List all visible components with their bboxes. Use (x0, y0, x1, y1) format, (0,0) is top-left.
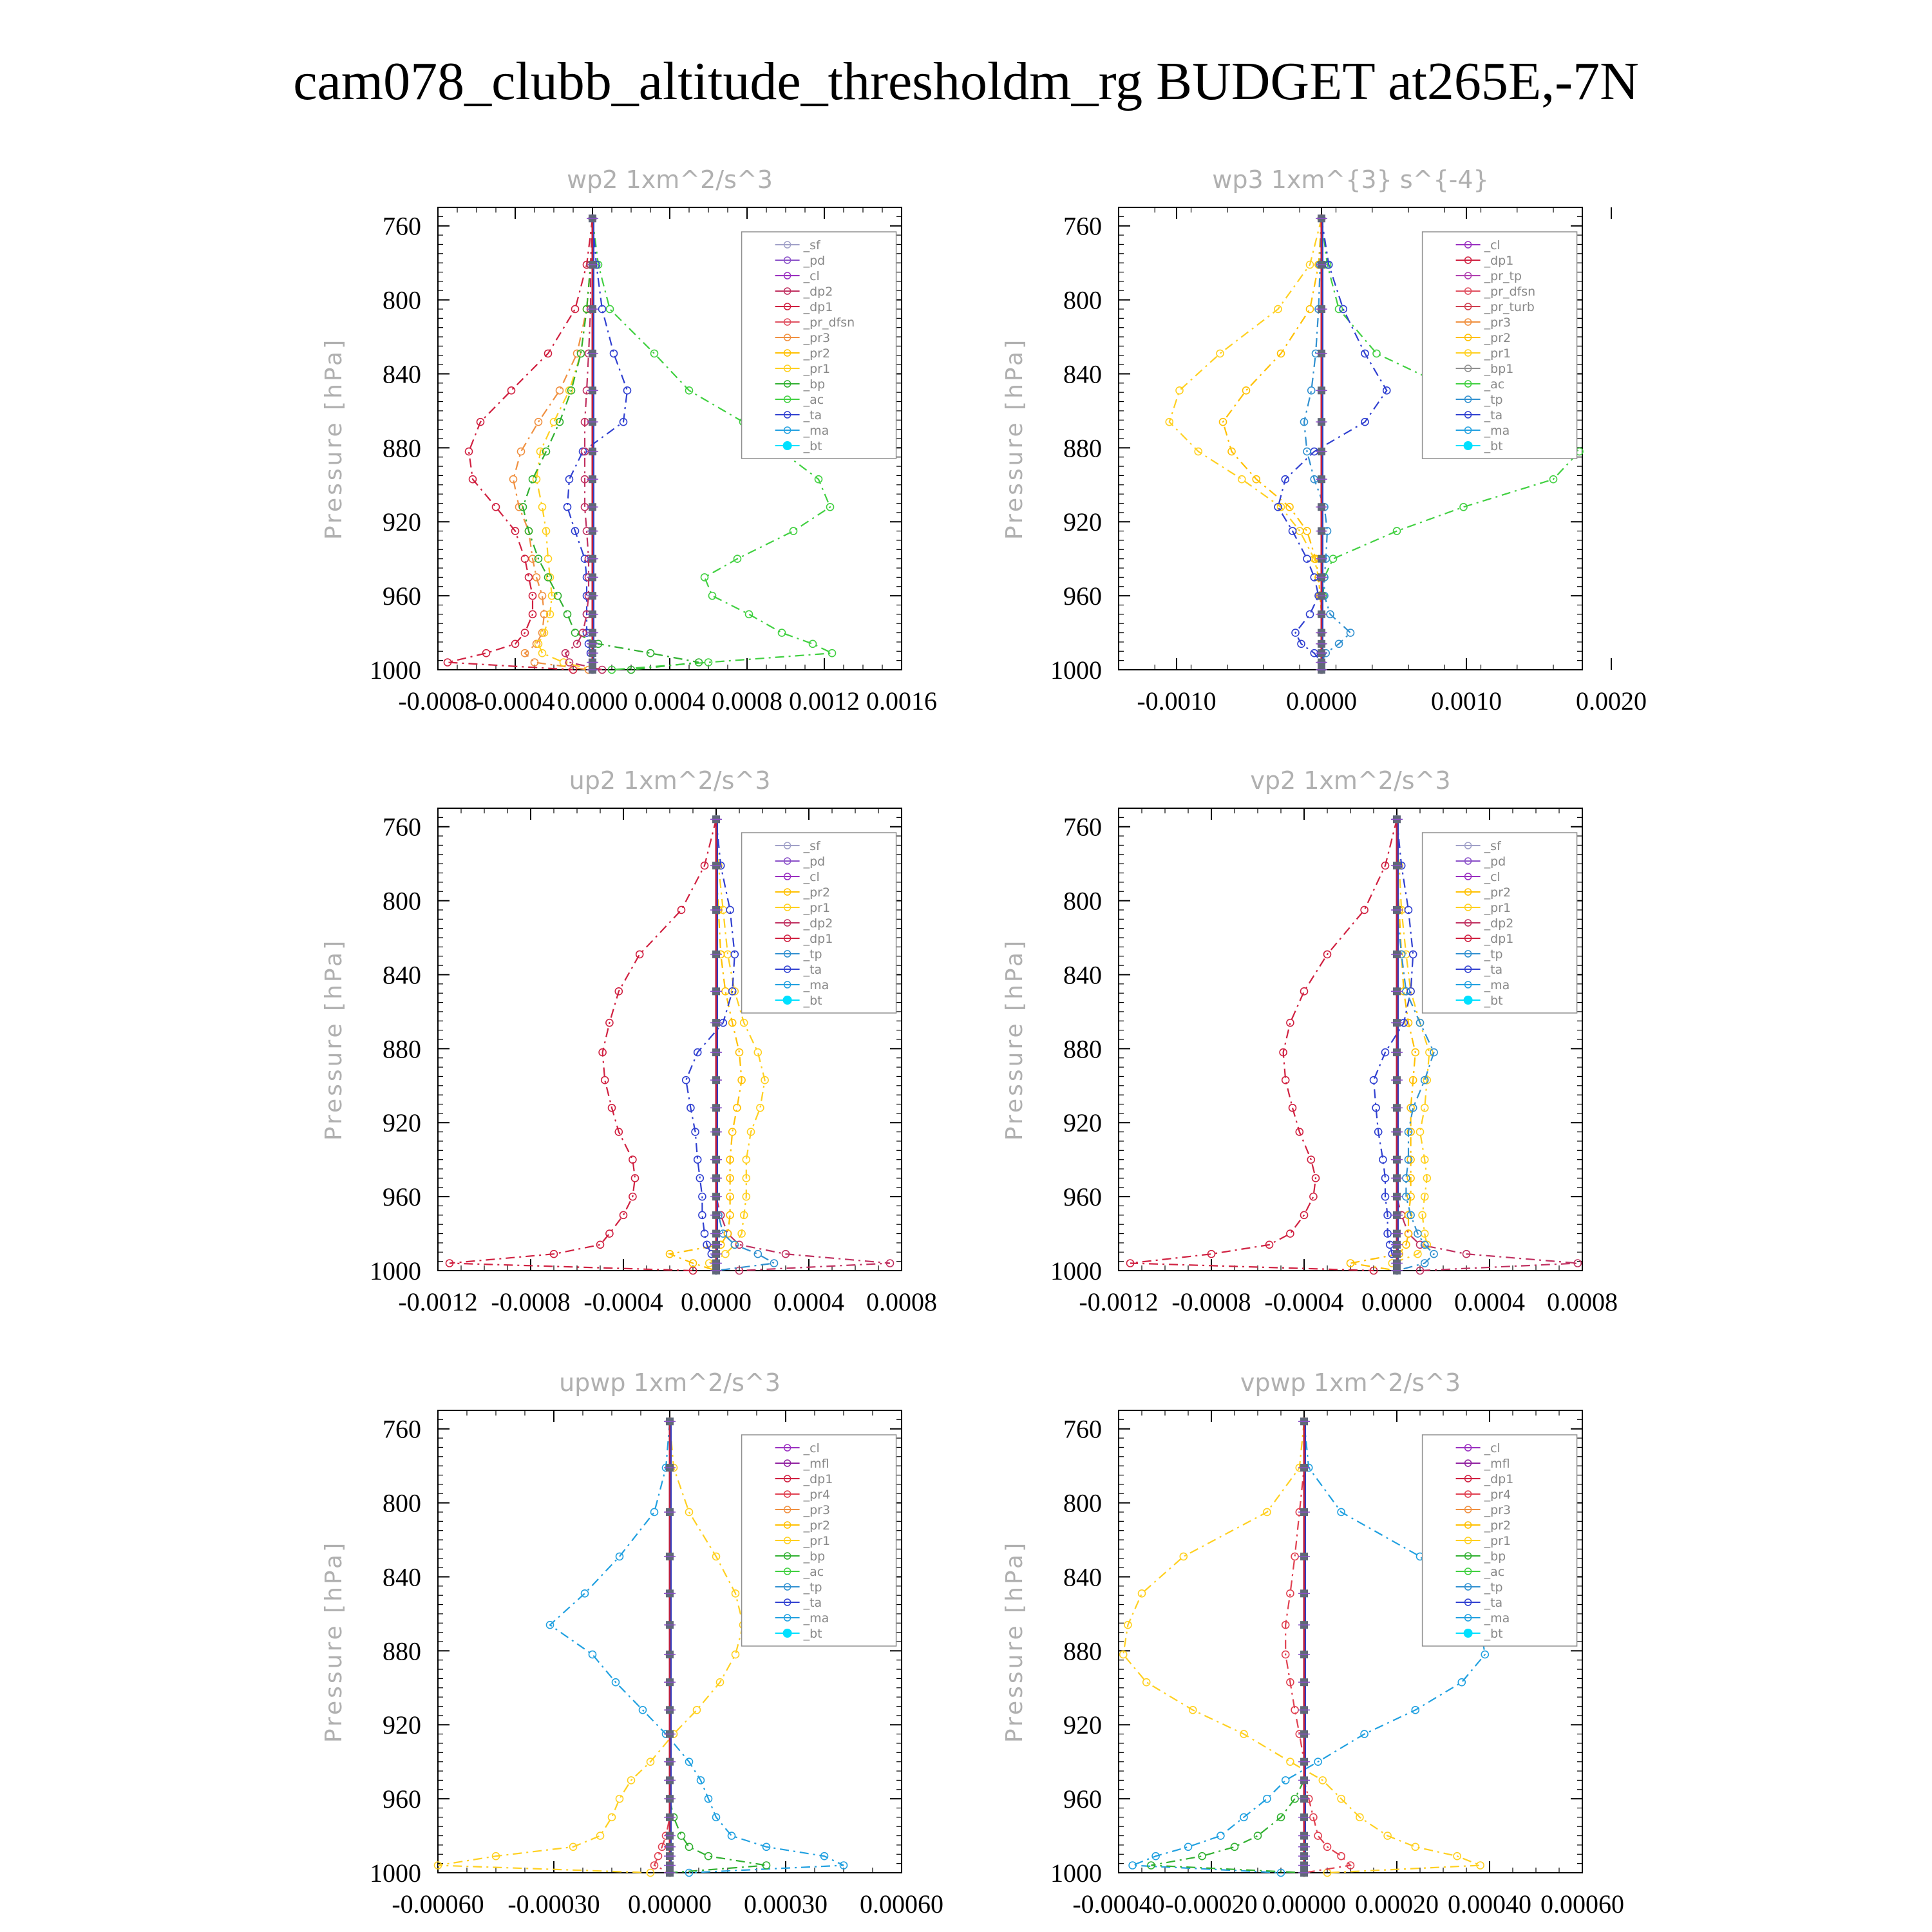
series-line (438, 1421, 743, 1873)
y-tick-label: 800 (1063, 1488, 1102, 1518)
legend-label: _ta (803, 1596, 822, 1610)
legend-label: _mfl (803, 1457, 829, 1471)
series-point (1303, 527, 1311, 535)
series-line (654, 1421, 670, 1873)
series-point (728, 1832, 735, 1839)
legend-label: _pr2 (1484, 886, 1511, 900)
legend-label: _pr1 (1484, 346, 1511, 361)
y-tick-label: 760 (1063, 211, 1102, 241)
y-axis-label: Pressure [hPa] (321, 938, 347, 1141)
series-point (1303, 555, 1311, 562)
legend-label: _dp1 (1484, 254, 1514, 268)
x-tick-label: 0.0008 (712, 687, 782, 715)
series-point (1287, 1230, 1294, 1237)
series-point (572, 305, 579, 312)
series-point (493, 504, 500, 511)
y-tick-label: 840 (1063, 960, 1102, 990)
y-axis-label: Pressure [hPa] (1001, 337, 1028, 540)
y-tick-label: 920 (1063, 507, 1102, 537)
x-tick-label: 0.00020 (1355, 1889, 1439, 1918)
series-point (1412, 1843, 1419, 1850)
legend-label: _cl (803, 1441, 820, 1455)
series-line (670, 819, 742, 1271)
series-point (1458, 1679, 1465, 1686)
series-point (651, 1508, 658, 1515)
legend-marker (1464, 996, 1473, 1005)
legend-label: _cl (1484, 870, 1501, 884)
y-tick-label: 800 (383, 1488, 421, 1518)
legend-label: _mfl (1484, 1457, 1510, 1471)
series-point (683, 1077, 690, 1084)
y-tick-label: 920 (383, 1108, 421, 1138)
x-tick-label: 0.0004 (773, 1287, 844, 1316)
x-tick-label: 0.0000 (1361, 1287, 1432, 1316)
x-tick-label: 0.0016 (866, 687, 937, 715)
series-point (1347, 629, 1354, 636)
y-tick-label: 880 (383, 1034, 421, 1064)
series-line (523, 218, 699, 670)
x-tick-label: -0.00040 (1072, 1889, 1165, 1918)
legend-marker (783, 996, 792, 1005)
legend-label: _tp (1484, 1580, 1503, 1595)
x-tick-label: 0.0008 (1547, 1287, 1618, 1316)
legend-label: _pr1 (803, 362, 831, 376)
y-tick-label: 960 (1063, 1785, 1102, 1814)
figure-title: cam078_clubb_altitude_thresholdm_rg BUDGET at265E,-7N (293, 52, 1639, 111)
y-tick-label: 1000 (1050, 1859, 1102, 1888)
series-point (597, 1241, 604, 1248)
series-point (609, 1814, 616, 1821)
series-point (1370, 1077, 1378, 1084)
series-point (651, 350, 658, 357)
legend-label: _pr3 (803, 331, 831, 345)
series-point (556, 387, 564, 394)
series-point (1296, 527, 1303, 535)
x-tick-label: 0.0000 (1286, 687, 1357, 715)
y-tick-label: 760 (383, 211, 421, 241)
series-line (1285, 1421, 1350, 1873)
y-tick-label: 880 (1063, 1636, 1102, 1666)
legend-label: _pd (803, 254, 826, 268)
series-point (1330, 555, 1337, 562)
legend-label: _ac (1484, 1565, 1505, 1579)
legend-label: _pr3 (1484, 1503, 1511, 1517)
legend-label: _ma (803, 424, 829, 438)
legend-label: _bp1 (1484, 362, 1514, 376)
series-point (607, 305, 614, 312)
y-tick-label: 880 (1063, 433, 1102, 463)
series-point (709, 592, 716, 600)
x-tick-label: 0.0012 (789, 687, 860, 715)
x-tick-label: 0.00000 (1262, 1889, 1346, 1918)
legend-label: _pr_tp (1484, 269, 1522, 283)
series-point (1143, 1679, 1150, 1686)
legend-label: _bt (1484, 994, 1503, 1008)
legend-label: _dp2 (803, 916, 833, 931)
x-tick-label: 0.00040 (1448, 1889, 1531, 1918)
x-tick-label: -0.00030 (507, 1889, 600, 1918)
series-point (1307, 611, 1314, 618)
legend-label: _tp (803, 1580, 822, 1595)
legend-marker (1464, 441, 1473, 450)
legend-label: _ta (1484, 408, 1503, 422)
y-tick-label: 1000 (370, 656, 421, 685)
x-tick-label: -0.0008 (398, 687, 478, 715)
series-point (771, 1260, 778, 1267)
legend-label: _bt (803, 994, 822, 1008)
y-tick-label: 760 (383, 812, 421, 842)
series-point (779, 629, 786, 636)
legend-label: _ta (1484, 963, 1503, 977)
legend-label: _bt (1484, 439, 1503, 453)
y-tick-label: 760 (1063, 812, 1102, 842)
legend-label: _pr2 (1484, 331, 1511, 345)
x-tick-label: 0.0020 (1576, 687, 1647, 715)
series-point (754, 1251, 761, 1258)
panel-title: vp2 1xm^2/s^3 (1250, 766, 1451, 795)
y-tick-label: 1000 (370, 1859, 421, 1888)
legend-label: _pr2 (803, 886, 831, 900)
series-point (606, 1230, 613, 1237)
y-tick-label: 800 (383, 285, 421, 315)
y-tick-label: 800 (1063, 285, 1102, 315)
x-tick-label: -0.00020 (1165, 1889, 1258, 1918)
y-tick-label: 960 (383, 1785, 421, 1814)
series-point (1373, 350, 1380, 357)
legend-label: _pd (803, 855, 826, 869)
legend-label: _pr1 (803, 1534, 831, 1548)
x-tick-label: 0.00030 (744, 1889, 828, 1918)
y-axis-label: Pressure [hPa] (321, 1540, 347, 1743)
x-tick-label: 0.00060 (860, 1889, 943, 1918)
y-tick-label: 920 (1063, 1710, 1102, 1740)
panel-title: up2 1xm^2/s^3 (569, 766, 771, 795)
y-tick-label: 800 (1063, 886, 1102, 916)
series-point (582, 1590, 589, 1597)
legend-label: _pr4 (1484, 1488, 1511, 1502)
legend-label: _cl (1484, 1441, 1501, 1455)
x-tick-label: 0.00000 (628, 1889, 712, 1918)
legend-marker (783, 441, 792, 450)
legend-label: _ac (803, 1565, 824, 1579)
series-point (589, 1651, 596, 1658)
y-tick-label: 840 (1063, 1562, 1102, 1592)
chart-panel (321, 166, 937, 715)
legend-label: _sf (1484, 839, 1501, 853)
legend-label: _ta (803, 408, 822, 422)
y-tick-label: 880 (1063, 1034, 1102, 1064)
legend-label: _ma (803, 1611, 829, 1625)
legend-label: _bp (803, 377, 826, 392)
series-point (678, 1832, 685, 1839)
y-tick-label: 840 (383, 1562, 421, 1592)
series-point (620, 1211, 627, 1218)
series-point (722, 1251, 729, 1258)
legend-label: _cl (803, 269, 820, 283)
series-point (535, 419, 542, 426)
series-point (1338, 1853, 1345, 1860)
legend-label: _ma (1484, 978, 1510, 992)
series-line (1151, 1421, 1304, 1873)
series-point (731, 1241, 738, 1248)
series-line (567, 218, 627, 670)
series-point (1460, 504, 1467, 511)
chart-panel (1001, 1368, 1624, 1918)
legend-label: _pr2 (1484, 1519, 1511, 1533)
series-point (757, 1104, 764, 1112)
series-point (518, 448, 525, 455)
series-point (1243, 387, 1250, 394)
y-tick-label: 1000 (1050, 1256, 1102, 1285)
series-point (636, 951, 643, 958)
x-tick-label: -0.0012 (398, 1287, 478, 1316)
y-tick-label: 880 (383, 1636, 421, 1666)
y-axis-label: Pressure [hPa] (1001, 1540, 1028, 1743)
series-point (1238, 476, 1245, 483)
series-line (1170, 218, 1321, 670)
series-line (565, 218, 602, 670)
legend-label: _tp (1484, 947, 1503, 961)
legend-label: _pr2 (803, 1519, 831, 1533)
x-tick-label: 0.00060 (1540, 1889, 1624, 1918)
legend-label: _ma (1484, 1611, 1510, 1625)
series-point (616, 1795, 623, 1803)
y-tick-label: 920 (1063, 1108, 1102, 1138)
legend-marker (1464, 1629, 1473, 1638)
legend-label: _pr3 (803, 1503, 831, 1517)
x-tick-label: -0.0004 (475, 687, 555, 715)
series-point (810, 640, 817, 647)
y-tick-label: 960 (1063, 1182, 1102, 1212)
series-point (694, 1707, 701, 1714)
legend-label: _pd (1484, 855, 1506, 869)
legend-label: _ac (803, 393, 824, 407)
series-point (1361, 906, 1368, 913)
series-point (572, 629, 579, 636)
legend-marker (783, 1629, 792, 1638)
legend-label: _pr_dfsn (1484, 285, 1536, 299)
chart-panel (1001, 166, 1647, 715)
panel-title: vpwp 1xm^2/s^3 (1240, 1368, 1461, 1397)
series-line (450, 819, 716, 1271)
legend-label: _dp1 (803, 300, 833, 314)
legend-label: _bp (803, 1549, 826, 1564)
legend-label: _sf (803, 238, 820, 252)
series-point (701, 574, 708, 581)
series-point (1264, 1795, 1271, 1803)
series-point (1301, 988, 1308, 995)
series-point (1217, 1832, 1224, 1839)
legend-label: _ta (803, 963, 822, 977)
chart-panel (1001, 766, 1618, 1316)
series-line (686, 819, 735, 1271)
series-point (1255, 1832, 1262, 1839)
x-tick-label: 0.0000 (557, 687, 628, 715)
legend-label: _dp1 (803, 1472, 833, 1486)
legend-label: _tp (803, 947, 822, 961)
series-point (678, 906, 685, 913)
legend-label: _bp (1484, 1549, 1506, 1564)
series-point (1310, 1193, 1317, 1200)
legend-label: _pr_turb (1484, 300, 1535, 314)
legend-label: _pr1 (1484, 1534, 1511, 1548)
series-point (724, 951, 732, 958)
legend-label: _dp1 (1484, 1472, 1514, 1486)
series-point (655, 1853, 662, 1860)
series-point (597, 1832, 604, 1839)
y-tick-label: 1000 (370, 1256, 421, 1285)
chart-panel (321, 766, 937, 1316)
legend-label: _bt (1484, 1627, 1503, 1641)
panel-title: upwp 1xm^2/s^3 (559, 1368, 781, 1397)
legend-label: _pr1 (1484, 901, 1511, 915)
panel-title: wp2 1xm^2/s^3 (567, 166, 773, 194)
legend-label: _ma (803, 978, 829, 992)
legend-label: _cl (803, 870, 820, 884)
legend-label: _cl (1484, 238, 1501, 252)
series-point (790, 527, 797, 535)
x-tick-label: -0.0004 (583, 1287, 663, 1316)
y-tick-label: 960 (383, 1182, 421, 1212)
legend-label: _dp2 (803, 285, 833, 299)
y-tick-label: 840 (383, 960, 421, 990)
legend-label: _ta (1484, 1596, 1503, 1610)
legend-label: _dp1 (1484, 932, 1514, 946)
legend-label: _tp (1484, 393, 1503, 407)
legend-label: _pr2 (803, 346, 831, 361)
series-point (1180, 1553, 1187, 1560)
x-tick-label: -0.0008 (1171, 1287, 1251, 1316)
legend-label: _bt (803, 1627, 822, 1641)
series-point (564, 611, 571, 618)
y-tick-label: 920 (383, 507, 421, 537)
y-axis-label: Pressure [hPa] (321, 337, 347, 540)
series-point (1287, 1758, 1294, 1765)
y-tick-label: 760 (1063, 1414, 1102, 1444)
y-tick-label: 840 (1063, 359, 1102, 389)
x-tick-label: 0.0008 (866, 1287, 937, 1316)
series-point (1314, 1832, 1321, 1839)
y-tick-label: 760 (383, 1414, 421, 1444)
x-tick-label: -0.0012 (1079, 1287, 1159, 1316)
series-point (1217, 350, 1224, 357)
panel-title: wp3 1xm^{3} s^{-4} (1212, 166, 1489, 194)
legend-label: _pr3 (1484, 316, 1511, 330)
series-line (1350, 819, 1416, 1271)
series-point (1282, 1777, 1289, 1784)
chart-panel (321, 1368, 943, 1918)
series-line (448, 218, 592, 670)
series-point (508, 387, 515, 394)
legend-label: _bt (803, 439, 822, 453)
series-line (1130, 819, 1397, 1271)
series-point (1287, 1590, 1294, 1597)
series-point (1139, 1590, 1146, 1597)
y-axis-label: Pressure [hPa] (1001, 938, 1028, 1141)
x-tick-label: -0.0004 (1264, 1287, 1344, 1316)
x-tick-label: 0.0004 (634, 687, 705, 715)
legend-label: _pr_dfsn (803, 316, 855, 330)
x-tick-label: -0.0010 (1137, 687, 1217, 715)
legend-label: _dp2 (1484, 916, 1514, 931)
series-point (566, 476, 573, 483)
y-tick-label: 840 (383, 359, 421, 389)
y-tick-label: 800 (383, 886, 421, 916)
series-point (746, 611, 753, 618)
series-point (624, 387, 631, 394)
x-tick-label: -0.0008 (491, 1287, 571, 1316)
y-tick-label: 960 (1063, 582, 1102, 611)
series-point (686, 1843, 693, 1850)
legend-label: _pr1 (803, 901, 831, 915)
legend-label: _pr4 (803, 1488, 831, 1502)
y-tick-label: 880 (383, 433, 421, 463)
legend-label: _dp1 (803, 932, 833, 946)
series-point (1176, 387, 1183, 394)
x-tick-label: -0.00060 (392, 1889, 484, 1918)
legend-label: _ma (1484, 424, 1510, 438)
legend-label: _ac (1484, 377, 1505, 392)
x-tick-label: 0.0004 (1454, 1287, 1525, 1316)
y-tick-label: 1000 (1050, 656, 1102, 685)
y-tick-label: 920 (383, 1710, 421, 1740)
series-point (1291, 1553, 1298, 1560)
x-tick-label: 0.0000 (681, 1287, 752, 1316)
y-tick-label: 960 (383, 582, 421, 611)
x-tick-label: 0.0010 (1431, 687, 1502, 715)
series-point (1307, 305, 1314, 312)
legend-label: _sf (803, 839, 820, 853)
